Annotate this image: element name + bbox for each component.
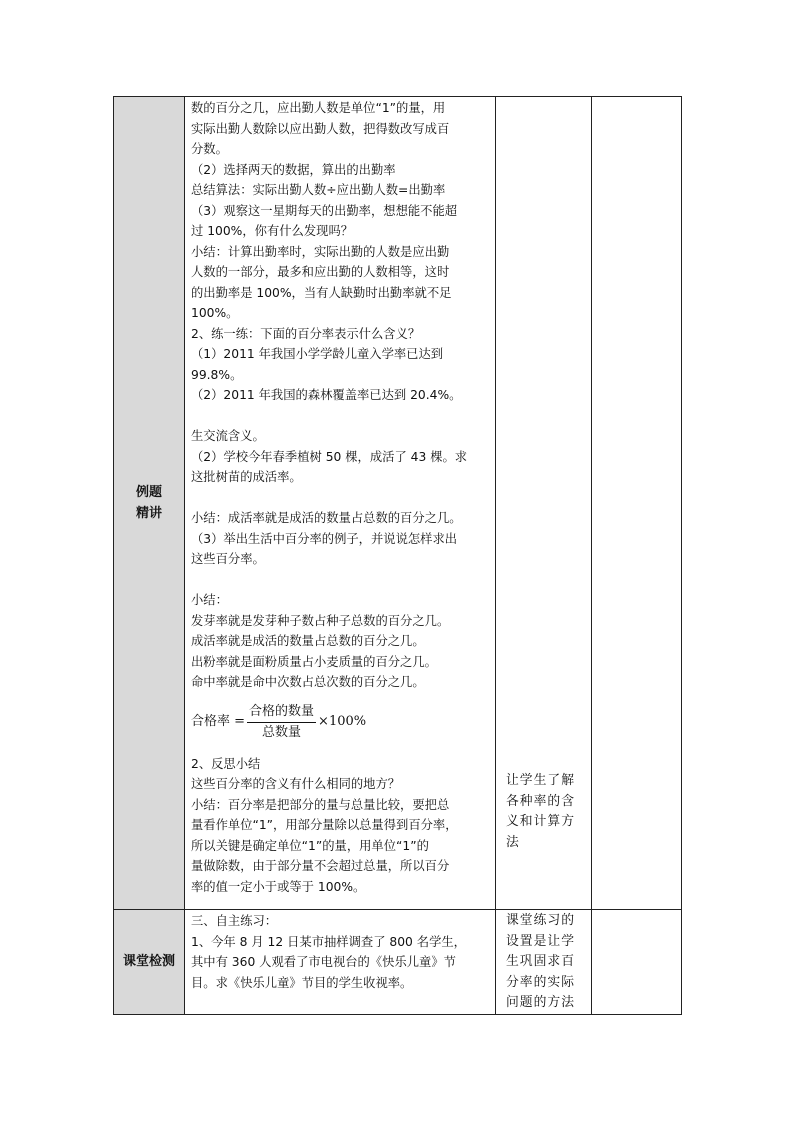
section-label-cell xyxy=(114,910,185,1015)
design-note-cell xyxy=(496,97,592,910)
text-line: 2、练一练：下面的百分率表示什么含义？ xyxy=(191,326,421,341)
formula-lhs: 合格率 = xyxy=(191,713,246,729)
blank-line xyxy=(191,570,490,591)
text-line: （2）2011 年我国的森林覆盖率已达到 20.4%。 xyxy=(191,388,462,402)
content-cell xyxy=(185,97,496,910)
remarks-cell xyxy=(592,910,682,1015)
lesson-plan-table xyxy=(113,96,682,1015)
formula-denominator: 总数量 xyxy=(262,724,302,740)
text-line: 法 xyxy=(506,834,520,850)
text-line: 发芽率就是发芽种子数占种子总数的百分之几。 xyxy=(191,613,450,628)
text-line: 小结：计算出勤率时，实际出勤的人数是应出勤 xyxy=(191,244,450,259)
table-row xyxy=(114,97,682,910)
text-line: 数的百分之几，应出勤人数是单位“1”的量，用 xyxy=(191,101,446,115)
section-label: 例题 精讲 xyxy=(135,485,162,521)
text-line: （2）选择两天的数据，算出的出勤率 xyxy=(191,162,396,177)
text-line: 课堂练习的 xyxy=(506,913,575,928)
text-line: 总结算法：实际出勤人数÷应出勤人数=出勤率 xyxy=(191,183,446,197)
text-line: 生巩固求百 xyxy=(506,954,575,969)
text-line: 这些百分率。 xyxy=(191,552,265,566)
text-line: 实际出勤人数除以应出勤人数，把得数改写成百 xyxy=(191,121,450,136)
text-line: 小结：百分率是把部分的量与总量比较，要把总 xyxy=(191,797,450,812)
text-line: 量做除数，由于部分量不会超过总量，所以百分 xyxy=(191,859,450,873)
formula-rhs: ×100% xyxy=(318,713,367,729)
text-line: 这批树苗的成活率。 xyxy=(191,470,302,484)
formula-numerator: 合格的数量 xyxy=(247,703,316,723)
pass-rate-formula xyxy=(191,703,490,742)
practice-content xyxy=(185,910,495,993)
text-line: 小结： xyxy=(191,593,228,607)
text-line: 人数的一部分，最多和应出勤的人数相等，这时 xyxy=(191,265,450,279)
section-label: 课堂检测 xyxy=(122,954,175,970)
text-line: 2、反思小结 xyxy=(191,756,261,771)
text-line: 义和计算方 xyxy=(506,814,575,829)
text-line: 1、今年 8 月 12 日某市抽样调查了 800 名学生， xyxy=(191,934,466,949)
text-line: 生交流含义。 xyxy=(191,429,265,443)
text-line: 的出勤率是 100%，当有人缺勤时出勤率就不足 xyxy=(191,285,452,300)
text-line: （3）观察这一星期每天的出勤率，想想能不能超 xyxy=(191,203,458,218)
text-line: 命中率就是命中次数占总次数的百分之几。 xyxy=(191,675,425,689)
text-line: 分率的实际 xyxy=(506,974,575,990)
text-line: （3）举出生活中百分率的例子，并说说怎样求出 xyxy=(191,531,458,546)
remarks-cell xyxy=(592,97,682,910)
text-line: （1）2011 年我国小学学龄儿童入学率已达到 xyxy=(191,347,444,361)
text-line: 三、自主练习： xyxy=(191,914,278,928)
design-note-cell xyxy=(496,910,592,1015)
text-line: 这些百分率的含义有什么相同的地方？ xyxy=(191,777,401,791)
teaching-content xyxy=(185,97,495,897)
text-line: 让学生了解 xyxy=(506,773,575,788)
text-line: 100%。 xyxy=(191,306,239,320)
text-line: （2）学校今年春季植树 50 棵，成活了 43 棵。求 xyxy=(191,449,468,464)
text-line: 设置是让学 xyxy=(506,933,575,949)
formula-fraction xyxy=(247,703,316,742)
text-line: 目。求《快乐儿童》节目的学生收视率。 xyxy=(191,975,413,990)
blank-line xyxy=(191,406,490,427)
text-line: 率的值一定小于或等于 100%。 xyxy=(191,879,366,894)
text-line: 量看作单位“1”，用部分量除以总量得到百分率， xyxy=(191,818,458,832)
text-line: 小结：成活率就是成活的数量占总数的百分之几。 xyxy=(191,511,462,525)
text-line: 99.8%。 xyxy=(191,367,243,382)
section-label-cell xyxy=(114,97,185,910)
text-line: 各种率的含 xyxy=(506,793,575,809)
text-line: 出粉率就是面粉质量占小麦质量的百分之几。 xyxy=(191,654,437,669)
design-note xyxy=(496,910,591,1014)
content-cell xyxy=(185,910,496,1015)
table-row xyxy=(114,910,682,1015)
text-line: 成活率就是成活的数量占总数的百分之几。 xyxy=(191,634,425,648)
text-line: 分数。 xyxy=(191,142,228,156)
text-line: 其中有 360 人观看了市电视台的《快乐儿童》节 xyxy=(191,955,456,969)
design-note xyxy=(496,771,591,853)
blank-line xyxy=(191,488,490,509)
text-line: 问题的方法 xyxy=(506,995,575,1010)
text-line: 过 100%，你有什么发现吗？ xyxy=(191,224,354,238)
text-line: 所以关键是确定单位“1”的量，用单位“1”的 xyxy=(191,838,429,853)
